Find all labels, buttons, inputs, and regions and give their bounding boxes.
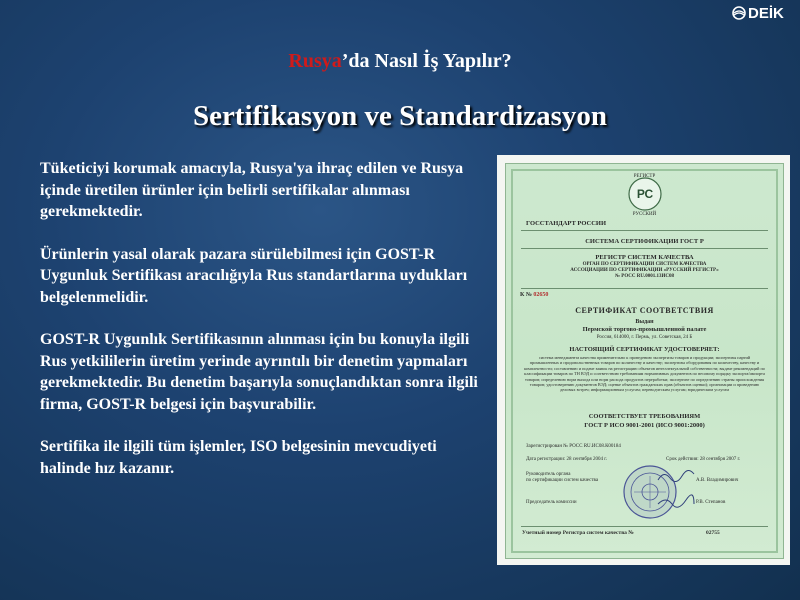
issued-label: Выдан: [635, 319, 654, 325]
number-value: 02650: [533, 292, 549, 298]
paragraph-3: GOST-R Uygunlık Sertifikasının alınması için bu konuyla ilgili Rus yetkililerin üretim yerinde ayrıntılı bir denetim yapmaları gerekmektedir. Bu denetim başarıyla sonuçlandıktan sonra ilgili firma, GOST-R belgesi için başvurabilir.: [40, 331, 478, 413]
chair-name: Р.В. Степанов: [696, 500, 726, 505]
divider: [521, 526, 768, 527]
paragraph-4: Sertifika ile ilgili tüm işlemler, ISO belgesinin mevcudiyeti halinde hız kazanır.: [40, 438, 437, 477]
company-address: Россия, 614000, г. Пермь, ул. Советская, 24 Б: [596, 335, 693, 340]
head-name: А.В. Владимирович: [696, 478, 739, 483]
body-text: [40, 158, 480, 500]
title-accent: Rusya: [288, 50, 342, 72]
conforms-heading: СООТВЕТСТВУЕТ ТРЕБОВАНИЯМ: [588, 413, 701, 420]
number-prefix: К №: [520, 292, 532, 298]
gosstandart-text: ГОССТАНДАРТ РОССИИ: [526, 220, 607, 227]
svg-text:РС: РС: [636, 187, 654, 201]
divider: [521, 230, 768, 231]
register-line-2: ОРГАН ПО СЕРТИФИКАЦИИ СИСТЕМ КАЧЕСТВА: [582, 262, 707, 267]
register-line-4: № РОСС RU.0001.13ИС08: [615, 274, 674, 279]
register-emblem-icon: [627, 176, 663, 212]
register-line-3: АССОЦИАЦИИ ПО СЕРТИФИКАЦИИ «РУССКИЙ РЕГИСТР»: [570, 268, 719, 273]
head-label-2: по сертификации систем качества: [526, 478, 599, 483]
footer-label: Учетный номер Регистра систем качества №: [522, 530, 634, 536]
registration-date: Дата регистрации: 28 сентября 2004 г.: [526, 457, 607, 462]
globe-logo-icon: [732, 6, 746, 20]
certificate-number: [520, 292, 548, 298]
registered-number: Зарегистрирован № РОСС RU.ИС08.К00184: [526, 444, 621, 449]
paragraph-1: Tüketiciyi korumak amacıyla, Rusya'ya ihraç edilen ve Rusya içinde üretilen ürünler için belirli sertifikalar alınması gerekmektedir.: [40, 160, 464, 220]
chair-label: Председатель комиссии: [526, 500, 577, 505]
scope-text: система менеджмента качества применительно к проведению экспертизы товаров и продукции; экспертизы партий промышленных и продовольственных товаров по количеству и качеству; экспертизы оборудования по количеству, качеству и комплектности; составлению и подаче заявок на регистрацию объектов интеллектуальной собственности; выдаче рекомендаций по классификации товаров по ТН ВЭД и соответствию требованиям нормативных документов по весовому порядку экспорта/импорта товаров; определению норм выхода или норм расхода продуктов переработки; экспертизе по определению страны происхождения товаров; удостоверению документов ВЭД; оценке объектов гражданских прав (объектов оценки); организации и проведению деловых встреч; информационным услугам; переводческим услугам; юридическим услугам: [524, 355, 765, 393]
certificate-document: [505, 163, 784, 559]
signature-icon: [656, 468, 696, 486]
certificate-image: [497, 155, 790, 565]
paragraph-2: Ürünlerin yasal olarak pazara sürülebilmesi için GOST-R Uygunluk Sertifikası aracılığıyla Rus standartlarına uydukları belgelenmelidir.: [40, 245, 468, 306]
valid-until: Срок действия: 28 сентября 2007 г.: [666, 457, 741, 462]
company-name: Пермской торгово-промышленной палате: [582, 326, 707, 333]
divider: [521, 288, 768, 289]
logo-text: DEİK: [748, 4, 784, 22]
slide-subtitle: Sertifikasyon ve Standardizasyon: [192, 100, 608, 132]
slide-title: [0, 50, 800, 73]
emblem-top-text: РЕГИСТР: [633, 174, 656, 179]
certifies-heading: НАСТОЯЩИЙ СЕРТИФИКАТ УДОСТОВЕРЯЕТ:: [569, 346, 720, 353]
system-text: СИСТЕМА СЕРТИФИКАЦИИ ГОСТ Р: [585, 238, 704, 245]
deik-logo: [732, 4, 796, 22]
footer-number: 02755: [706, 530, 720, 536]
head-label: Руководитель органа: [526, 472, 571, 477]
certificate-heading: СЕРТИФИКАТ СООТВЕТСТВИЯ: [575, 306, 714, 315]
emblem-bottom-text: РУССКИЙ: [632, 212, 657, 217]
title-rest: ’da Nasıl İş Yapılır?: [341, 50, 512, 72]
standard-text: ГОСТ Р ИСО 9001-2001 (ИСО 9001:2000): [584, 422, 705, 429]
register-line-1: РЕГИСТР СИСТЕМ КАЧЕСТВА: [595, 254, 694, 261]
divider: [521, 248, 768, 249]
signature-icon: [656, 494, 696, 510]
